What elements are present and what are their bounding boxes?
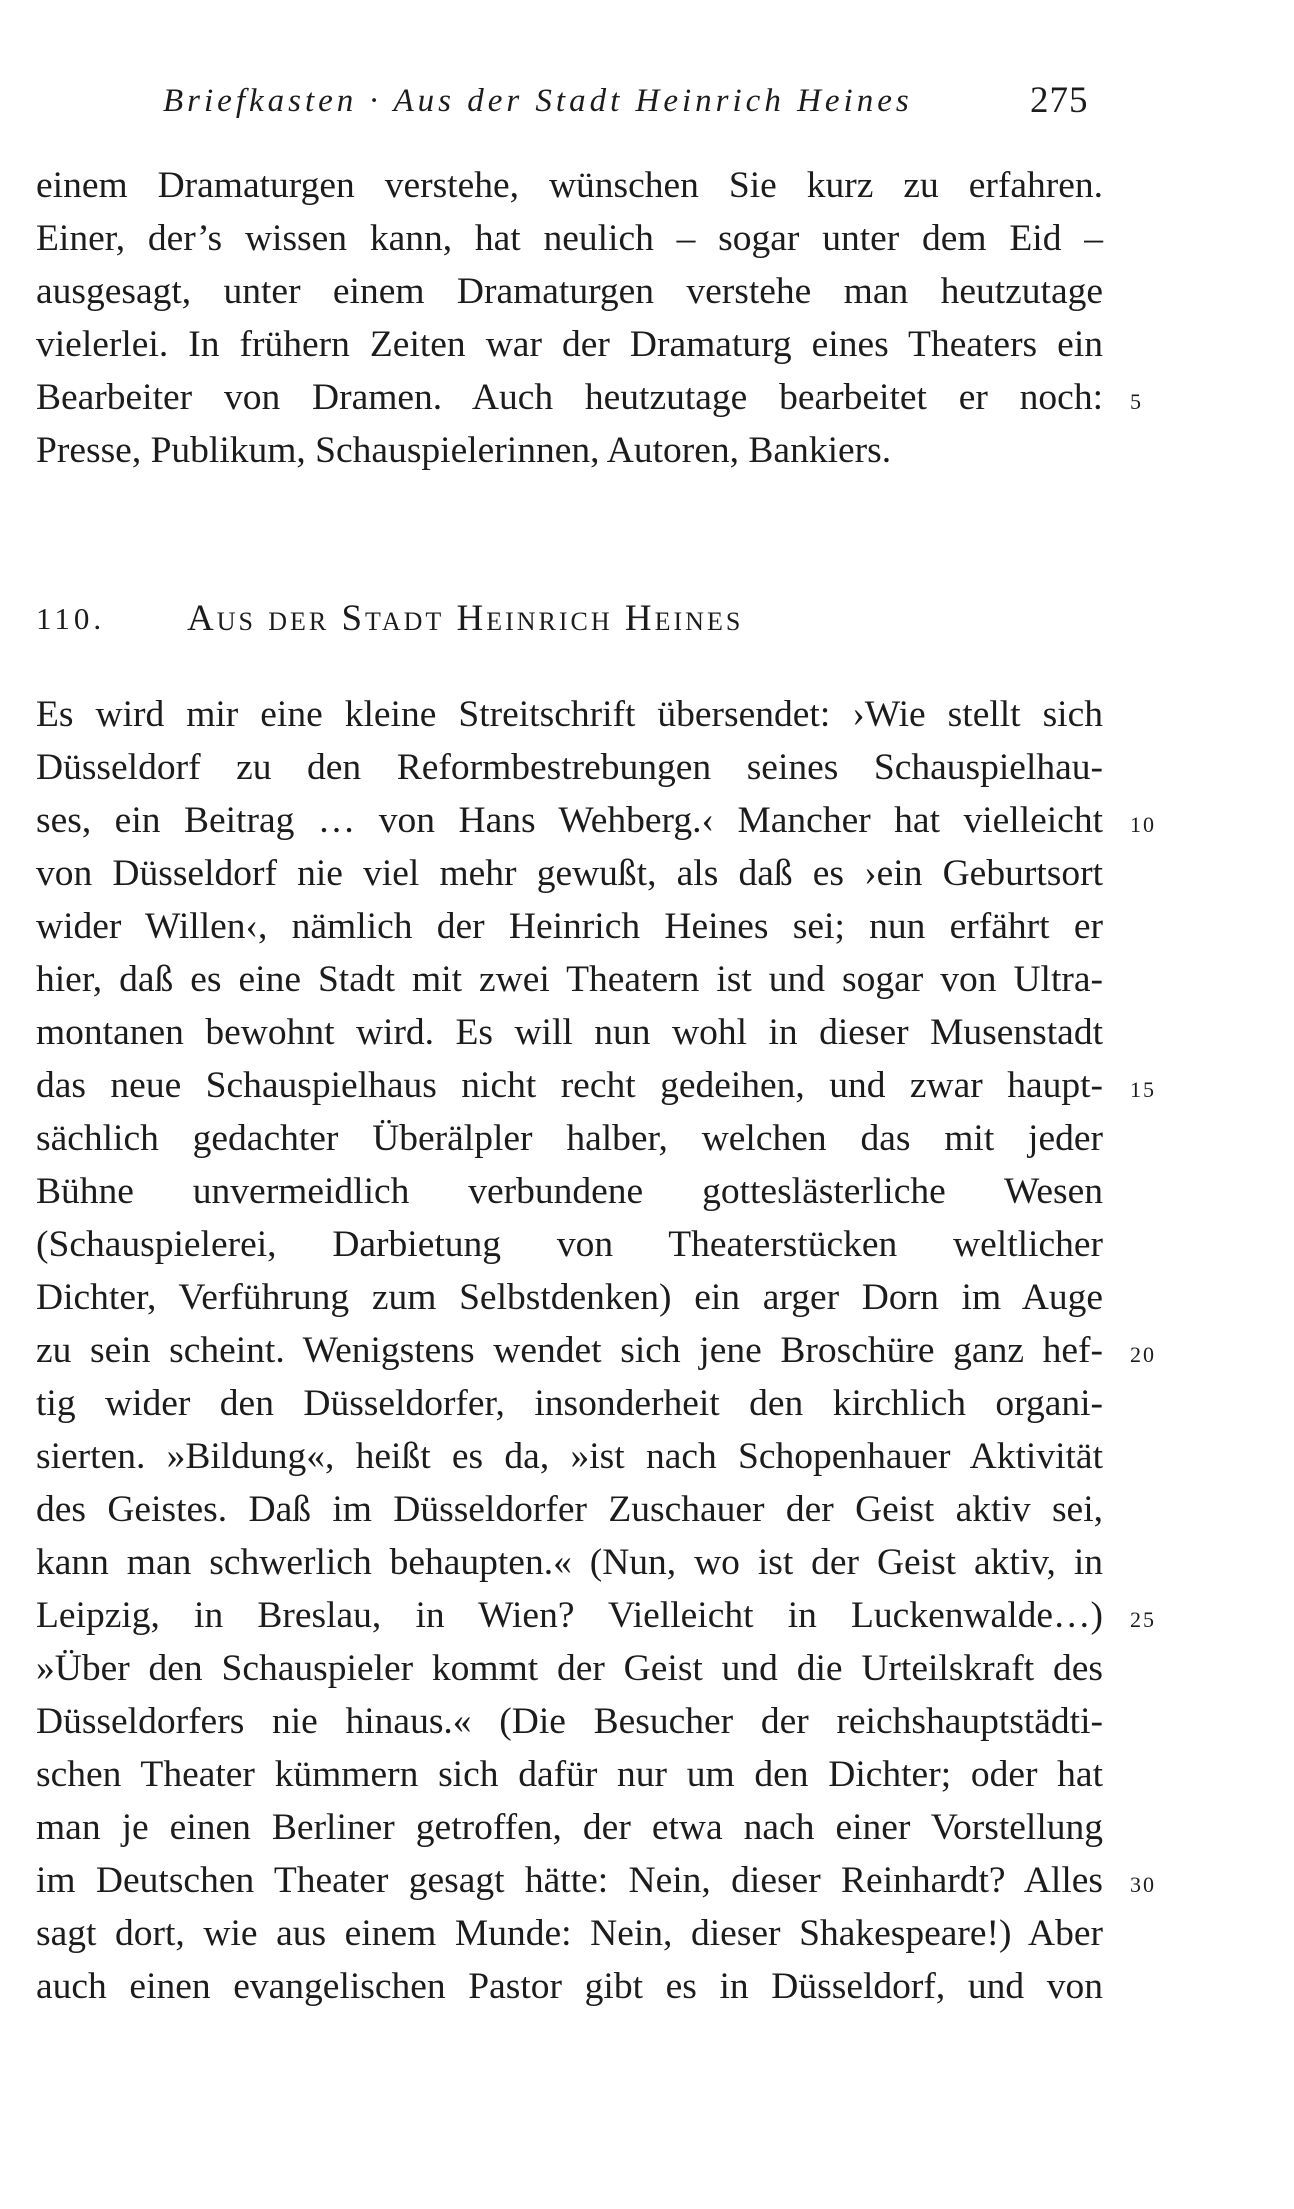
text-line: vielerlei. In frühern Zeiten war der Dramaturg eines Theaters ein bbox=[36, 324, 1103, 365]
text-line: Düsseldorf zu den Reformbestrebungen seines Schauspielhau- bbox=[36, 747, 1103, 788]
text-line: schen Theater kümmern sich dafür nur um den Dichter; oder hat bbox=[36, 1754, 1103, 1795]
text-line: Presse, Publikum, Schauspielerinnen, Autoren, Bankiers. bbox=[36, 430, 892, 471]
line-number: 5 bbox=[1130, 389, 1143, 414]
text-line: sierten. »Bildung«, heißt es da, »ist nach Schopenhauer Aktivität bbox=[36, 1436, 1103, 1477]
line-number: 25 bbox=[1130, 1607, 1156, 1632]
text-line: des Geistes. Daß im Düsseldorfer Zuschauer der Geist aktiv sei, bbox=[36, 1489, 1103, 1530]
text-line: sagt dort, wie aus einem Munde: Nein, dieser Shakespeare!) Aber bbox=[36, 1913, 1103, 1954]
text-line: zu sein scheint. Wenigstens wendet sich jene Broschüre ganz hef- bbox=[36, 1330, 1103, 1371]
text-line: montanen bewohnt wird. Es will nun wohl in dieser Musenstadt bbox=[36, 1012, 1103, 1053]
text-line: hier, daß es eine Stadt mit zwei Theatern ist und sogar von Ultra- bbox=[36, 959, 1103, 1000]
text-line: ausgesagt, unter einem Dramaturgen verstehe man heutzutage bbox=[36, 271, 1103, 312]
text-line: sächlich gedachter Überälpler halber, welchen das mit jeder bbox=[36, 1118, 1103, 1159]
text-line: von Düsseldorf nie viel mehr gewußt, als daß es ›ein Geburtsort bbox=[36, 853, 1103, 894]
line-number: 30 bbox=[1130, 1872, 1156, 1897]
text-line: auch einen evangelischen Pastor gibt es in Düsseldorf, und von bbox=[36, 1966, 1103, 2007]
running-head: Briefkasten · Aus der Stadt Heinrich Heines bbox=[163, 83, 913, 119]
text-line: Dichter, Verführung zum Selbstdenken) ein arger Dorn im Auge bbox=[36, 1277, 1103, 1318]
text-line: Düsseldorfers nie hinaus.« (Die Besucher der reichshauptstädti- bbox=[36, 1701, 1103, 1742]
text-line: tig wider den Düsseldorfer, insonderheit den kirchlich organi- bbox=[36, 1383, 1103, 1424]
text-line: im Deutschen Theater gesagt hätte: Nein, dieser Reinhardt? Alles bbox=[36, 1860, 1103, 1901]
text-line: einem Dramaturgen verstehe, wünschen Sie kurz zu erfahren. bbox=[36, 165, 1103, 206]
line-number: 15 bbox=[1130, 1077, 1156, 1102]
text-line: wider Willen‹, nämlich der Heinrich Heines sei; nun erfährt er bbox=[36, 906, 1103, 947]
section-title: Aus der Stadt Heinrich Heines bbox=[187, 598, 744, 639]
text-line: Bearbeiter von Dramen. Auch heutzutage bearbeitet er noch: bbox=[36, 377, 1103, 418]
text-line: man je einen Berliner getroffen, der etwa nach einer Vorstellung bbox=[36, 1807, 1103, 1848]
line-number: 10 bbox=[1130, 812, 1156, 837]
text-line: das neue Schauspielhaus nicht recht gedeihen, und zwar haupt- bbox=[36, 1065, 1103, 1106]
section-number: 110. bbox=[36, 601, 106, 636]
text-line: Leipzig, in Breslau, in Wien? Vielleicht in Luckenwalde…) bbox=[36, 1595, 1103, 1636]
text-line: (Schauspielerei, Darbietung von Theaterstücken weltlicher bbox=[36, 1224, 1103, 1265]
text-line: Es wird mir eine kleine Streitschrift übersendet: ›Wie stellt sich bbox=[36, 694, 1103, 735]
text-line: Einer, der’s wissen kann, hat neulich – sogar unter dem Eid – bbox=[36, 218, 1103, 259]
text-line: Bühne unvermeidlich verbundene gotteslästerliche Wesen bbox=[36, 1171, 1103, 1212]
line-number: 20 bbox=[1130, 1342, 1156, 1367]
text-line: ses, ein Beitrag … von Hans Wehberg.‹ Mancher hat vielleicht bbox=[36, 800, 1103, 841]
page-number: 275 bbox=[1030, 80, 1089, 121]
text-line: »Über den Schauspieler kommt der Geist und die Urteilskraft des bbox=[36, 1648, 1103, 1689]
text-line: kann man schwerlich behaupten.« (Nun, wo ist der Geist aktiv, in bbox=[36, 1542, 1103, 1583]
